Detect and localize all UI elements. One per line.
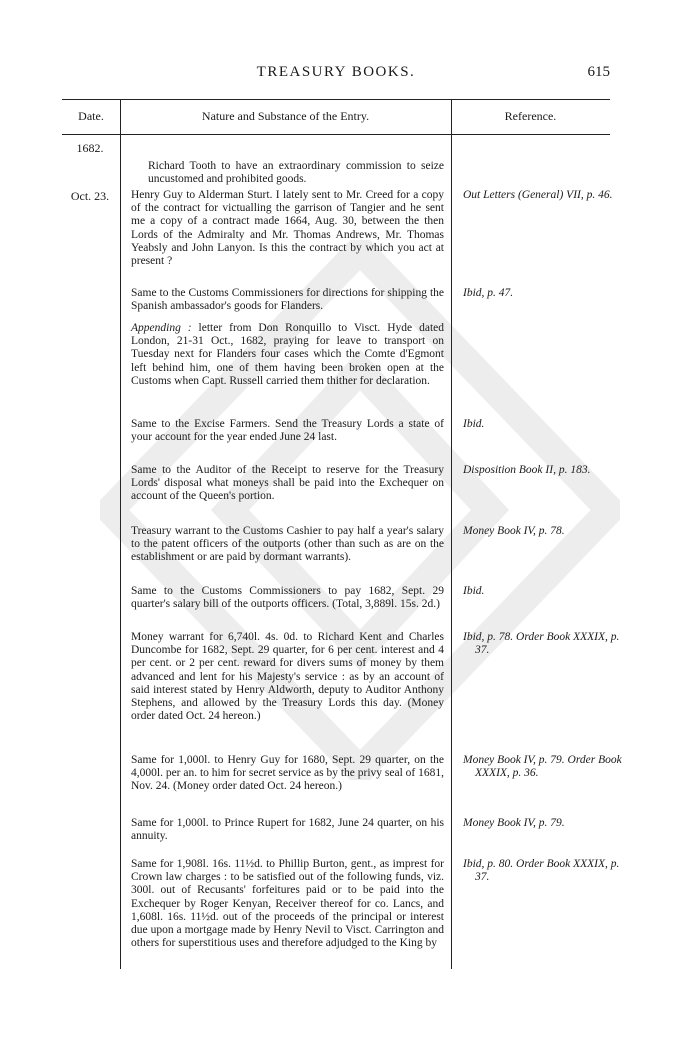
entry-text: Same to the Customs Commissioners to pay 1682, Sept. 29 quarter's salary bill of the outports officers. (Total, 3,889l. 15s. 2d.): [131, 585, 444, 611]
entry-text: Henry Guy to Alderman Sturt. I lately sent to Mr. Creed for a copy of the contract for victualling the garrison of Tangier and he sent me a copy of a contract made 1664, Aug. 30, between the then Lords of the Admiralty and Mr. Thomas Andrews, Mr. Thomas Yeabsly and John Lanyon. Is this the contract by which you act at present ?: [131, 189, 444, 268]
entry-text: Same to the Excise Farmers. Send the Treasury Lords a state of your account for the year ended June 24 last.: [131, 418, 444, 444]
column-head-nature: Nature and Substance of the Entry.: [201, 109, 370, 123]
year-label: 1682.: [76, 141, 104, 155]
entry-text: Treasury warrant to the Customs Cashier to pay half a year's salary to the patent officers of the outports (other than such as are on the establishment or are paid by dormant warrants).: [131, 525, 444, 564]
entry-reference: [463, 189, 625, 202]
reference-text: Ibid, p. 80. Order Book XXXIX, p. 37.: [463, 858, 620, 884]
reference-text: Ibid, p. 78. Order Book XXXIX, p. 37.: [463, 631, 620, 657]
entry-date: Oct. 23.: [70, 189, 110, 203]
entry-text: Money warrant for 6,740l. 4s. 0d. to Richard Kent and Charles Duncombe for 1682, Sept. 29 quarter, for 6 per cent. interest and 4 per cent. or 2 per cent. reward for divers sums of money by them advanced and lent for his Majesty's service : as by an account of said interest stated by Henry Aldworth, deputy to Auditor Anthony Stephens, and allowed by the Treasury Lords this day. (Money order dated Oct. 24 hereon.): [131, 631, 444, 723]
entry-text: Same to the Auditor of the Receipt to reserve for the Treasury Lords' disposal what moneys shall be paid into the Exchequer on account of the Queen's portion.: [131, 464, 444, 503]
header-bottom-rule: [62, 134, 610, 135]
reference-text: Money Book IV, p. 78.: [463, 525, 565, 537]
appending-label: Appending :: [131, 322, 192, 334]
entry-reference: [463, 817, 613, 830]
reference-text: Money Book IV, p. 79. Order Book XXXIX, p. 36.: [463, 754, 622, 780]
entry-text: Same for 1,908l. 16s. 11½d. to Phillip Burton, gent., as imprest for Crown law charges : to be satisfied out of the following funds, viz. 300l. out of Recusants' forfeitures paid or to be paid into the Exchequer by Roger Kenyan, Receiver thereof for co. Lancs, and 1,608l. 16s. 11½d. out of the proceeds of the principal or interest due upon a mortgage made by Henry Nevil to Visct. Carrington and others for superstitious uses and therefore adjudged to the King by: [131, 858, 444, 950]
entry-text: Same to the Customs Commissioners for directions for shipping the Spanish ambassador's goods for Flanders.: [131, 287, 444, 313]
reference-text: Money Book IV, p. 79.: [463, 817, 565, 829]
reference-text: Ibid.: [463, 418, 485, 430]
column-head-date: Date.: [78, 109, 104, 123]
running-head: [62, 64, 610, 84]
entry-text: Same for 1,000l. to Prince Rupert for 1682, June 24 quarter, on his annuity.: [131, 817, 444, 843]
reference-text: Ibid.: [463, 585, 485, 597]
reference-text: Out Letters (General) VII, p. 46.: [463, 189, 613, 201]
appending-text: letter from Don Ronquillo to Visct. Hyde dated London, 21-31 Oct., 1682, praying for leave to transport on Tuesday next for Flanders four cases which the Comte d'Egmont left behind him, one of them having been broken open at the Customs when Capt. Russell carried them thither for declaration.: [131, 322, 444, 387]
page-title: TREASURY BOOKS.: [256, 64, 416, 80]
reference-text: Ibid, p. 47.: [463, 287, 514, 299]
reference-text: Disposition Book II, p. 183.: [463, 464, 591, 476]
table-top-rule: [62, 99, 610, 100]
column-head-reference: Reference.: [504, 109, 557, 123]
entry-reference: [463, 858, 625, 884]
page-number: 615: [587, 64, 610, 80]
watermark-pattern: [100, 240, 620, 780]
entry-text: Same for 1,000l. to Henry Guy for 1680, Sept. 29 quarter, on the 4,000l. per an. to him for secret service as by the privy seal of 1681, Nov. 24. (Money order dated Oct. 24 hereon.): [131, 754, 444, 793]
entry-text: Richard Tooth to have an extraordinary commission to seize uncustomed and prohibited goods.: [148, 160, 444, 186]
